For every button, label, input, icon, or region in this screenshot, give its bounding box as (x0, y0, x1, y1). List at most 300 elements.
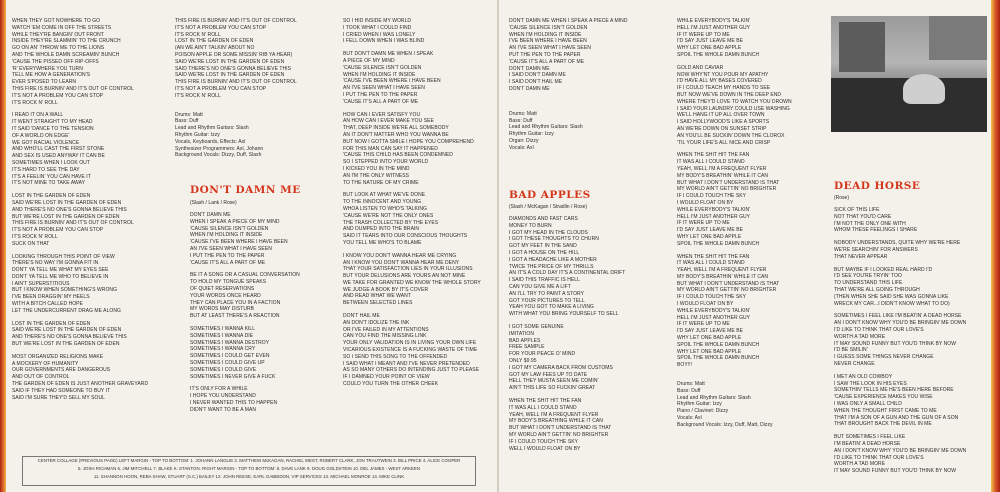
lyrics-dont-damn-me (190, 212, 330, 414)
lyric-line: SAID WE'RE LOST IN THE GARDEN OF EDEN (12, 327, 122, 334)
lyric-line: WRECK MY CAR...I DIDN'T KNOW WHAT TO DO) (834, 300, 950, 307)
lyric-line: THE TRASH COLLECTED BY THE EYES (343, 219, 439, 226)
lyric-line: I'D SAY JUST LEAVE ME BE (677, 328, 743, 335)
lyric-line: IF I COULD TEACH MY HANDS TO SEE (677, 85, 771, 92)
lyrics-column-1 (12, 18, 162, 401)
lyric-line: I'D SEE YOU'RE TRYIN' TOO (834, 273, 902, 280)
lyric-line: HELL I'M JUST ANOTHER GUY (677, 213, 751, 220)
lyric-line: I PUT THE PEN TO THE PAPER (343, 91, 418, 98)
lyric-line: Vocals, Keyboards, Effects: Axl (175, 138, 246, 145)
lyric-line: Bass: Duff (175, 118, 199, 125)
lyric-line: BOY!!! (677, 362, 693, 369)
lyric-line: IT WENT STRAIGHT TO MY HEAD (12, 119, 93, 126)
lyric-line: MY BODY'S BREATHING WHILE IT CAN (509, 418, 603, 425)
lyric-line: SUCK ON THAT (12, 240, 50, 247)
lyric-line: SO I HID INSIDE MY WORLD (343, 18, 412, 24)
lyric-line: IT'S HARD TO SEE THE DAY (12, 166, 80, 173)
lyric-line: DON'T DAMN ME (509, 65, 550, 72)
lyric-line: AND THERE'S NO ONE'S GONNA BELIEVE THIS (12, 334, 127, 341)
lyric-line: WELL I WOULD FLOAT ON BY (509, 445, 581, 452)
lyric-line: SOMETIMES I NEVER GIVE A FUCK (190, 373, 276, 380)
lyric-line: WATCH 'EM COME IN OFF THE STREETS (12, 24, 112, 31)
lyric-line: VICARIOUS EXISTENCE IS A FUCKING WASTE OF TIME (343, 347, 478, 354)
lyrics-column-2-top (175, 18, 325, 159)
lyric-line: SOMETIMES I WANNA CRY (190, 346, 256, 353)
lyric-line: Organ: Dizzy (509, 137, 539, 144)
lyric-line: SO I STEPPED INTO YOUR WORLD (343, 159, 429, 166)
lyric-line: I GOT MY CAMERA BACK FROM CUSTOMS (509, 364, 613, 371)
song-credit-dead-horse: (Rose) (834, 195, 850, 201)
lyric-line: NOW WHY'NT YOU POUR MY APATHY (677, 71, 769, 78)
lyric-line: OF QUIET RESERVATIONS (190, 285, 255, 292)
lyric-line: WHILE EVERYBODY'S TALKIN' (677, 307, 751, 314)
lyrics-column-right-2 (677, 18, 827, 429)
lyric-line: THAT YOUR SATISFACTION LIES IN YOUR ILLUSIONS (343, 266, 473, 273)
lyric-line: WHEN THE SHIT HIT THE FAN (677, 253, 750, 260)
lyric-line: THAT, DEEP INSIDE WE'RE ALL SOMEBODY (343, 125, 449, 132)
lyric-line: DON'T YA TELL ME WHAT MY EYES SEE (12, 267, 109, 274)
lyric-line: AND THERE'S NO ONE'S GONNA BELIEVE THIS (12, 206, 127, 213)
lyric-line: YEAH, WELL I'M A FREQUENT FLYER (677, 267, 767, 274)
lyric-line: SAID THERE'S NO ONE'S GONNA BELIEVE THIS (175, 65, 291, 72)
lyric-line: AND THE WHOLE DAMN SCREAMIN' BUNCH (12, 51, 120, 58)
lyric-line: TO UNDERSTAND THIS LIFE (834, 280, 903, 287)
lyric-line: IT WAS ALL I COULD STAND (677, 260, 745, 267)
lyric-line: I'VE BEEN WHERE I HAVE BEEN (509, 38, 587, 45)
lyric-line: A MOCKERY OF HUMANITY (12, 360, 79, 367)
lyric-line: IMITATION (509, 330, 534, 337)
lyric-line: SAID I'M SURE THEY'D SELL MY SOUL (12, 394, 105, 401)
lyric-line: Background Vocals: Izzy, Duff, Matt, Dizzy (677, 421, 773, 428)
lyric-line: AN I'VE SEEN WHAT I HAVE SEEN (509, 45, 591, 52)
lyric-line: AND OUT OF CONTROL (12, 374, 70, 381)
lyric-line: WHILE EVERYBODY'S TALKIN' (677, 18, 751, 24)
lyric-line: I GOT A HOUSE ON THE HILL (509, 249, 580, 256)
lyric-line: I FELL DOWN WHEN I WAS BLIND (343, 38, 425, 45)
lyric-line: AN I DON'T KNOW WHY YOU'D BE BRINGIN' ME DOWN (834, 447, 967, 454)
lyric-line: WHOM THESE FEELINGS I SHARE (834, 227, 918, 234)
lyric-line: WHEN THE SHIT HIT THE FAN (677, 152, 750, 159)
lyric-line: I KNOW YOU DON'T WANNA HEAR ME CRYING (343, 252, 457, 259)
lyric-line: THAT NEVER APPEAR (834, 253, 888, 260)
lyric-line: BUT WE'RE LOST IN THE GARDEN OF EDEN (12, 341, 120, 348)
lyric-line: THIS FIRE IS BURNIN' AND IT'S OUT OF CONTROL (175, 79, 297, 86)
lyric-line: NOT THAT YOU'D CARE (834, 213, 892, 220)
lyric-line: I CRIED WHEN I WAS LONELY (343, 31, 416, 38)
lyric-line: WHY LET ONE BAD APPLE (677, 348, 742, 355)
lyric-line: AN I'VE SEEN WHAT I HAVE SEEN (190, 245, 272, 252)
lyric-line: OUR GOVERNMENTS ARE DANGEROUS (12, 367, 111, 374)
lyric-line: TO THE NATURE OF MY CRIME (343, 179, 419, 186)
lyric-line: I NEVER WANTED THIS TO HAPPEN (190, 399, 278, 406)
lyric-line: OF A WORLD ON EDGE' (12, 132, 70, 139)
lyric-line: SPOIL THE WHOLE DAMN BUNCH (677, 355, 760, 362)
lyric-line: IT'S NOT A PROBLEM YOU CAN STOP (175, 85, 267, 92)
lyric-line: WITH A BITCH CALLED HOPE (12, 301, 83, 308)
lyric-line: YOUR WORDS ONCE HEARD (190, 292, 261, 299)
lyric-line: COULD YOU TURN THE OTHER CHEEK (343, 381, 439, 388)
lyric-line: I TOOK WHAT I COULD FIND (343, 24, 412, 31)
lyric-line: AN I'M THE ONLY WITNESS (343, 172, 410, 179)
lyric-line: SAID IF THEY HAD SOMEONE TO BUY IT (12, 387, 111, 394)
lyric-line: BUT NOW WE'VE DOWN IN THE DEEP END (677, 91, 782, 98)
lyric-line: THAT BROUGHT BACK THE DEVIL IN ME (834, 421, 932, 428)
photo-credits-line: 11. SHANNON HOON, REBA SHAW, STUART (S.C.) BAILEY 12. JOHN REESE, EARL GABBIDON, VIP SERVICES 13. MICHAEL MONROE 14. MIKE CLINK (93, 474, 405, 479)
lyric-line: SOMETIMES I FEEL LIKE I'M BEATIN' A DEAD HORSE (834, 313, 962, 320)
lyric-line: 'CAUSE SILENCE ISN'T GOLDEN (509, 24, 588, 31)
lyric-line: SOMETIMES I COULD GET EVEN (190, 353, 270, 360)
lyric-line: WHEN I'M HOLDING IT INSIDE (343, 71, 416, 78)
lyric-line: NOBODY UNDERSTANDS, QUITE WHY WE'RE HERE (834, 240, 961, 247)
lyric-line: SAID WE'RE LOST IN THE GARDEN OF EDEN (175, 58, 285, 65)
lyric-line: I SAID DON'T DAMN ME (509, 72, 566, 79)
lyric-line: I GOT SOME GENUINE (509, 323, 564, 330)
lyric-line: AN I'VE SEEN WHAT I HAVE SEEN (343, 85, 425, 92)
lyrics-column-3 (343, 18, 493, 388)
lyric-line: BUT WHAT I DON'T UNDERSTAND IS THAT (677, 280, 780, 287)
lyric-line: YOU TELL ME WHO'S TO BLAME (343, 239, 422, 246)
lyric-line: WE'LL HANG IT UP ALL OVER TOWN (677, 112, 765, 119)
lyric-line: LOST IN THE GARDEN OF EDEN (12, 193, 91, 200)
lyric-line: WITH WHAT YOU BRING YOURSELF TO SELL (509, 311, 619, 318)
lyric-line: 'CAUSE I'VE BEEN WHERE I HAVE BEEN (343, 78, 441, 85)
lyric-line: SPOIL THE WHOLE DAMN BUNCH (677, 51, 760, 58)
lyric-line: BAD APPLES (509, 337, 541, 344)
lyric-line: BUT AT LEAST THERE'S A REACTION (190, 313, 280, 320)
lyric-line: Drums: Matt (509, 110, 537, 117)
lyric-line: I SAW THE LOOK IN HIS EYES (834, 380, 907, 387)
lyric-line: WE GOT RACIAL VIOLENCE (12, 139, 80, 146)
lyric-line: 'CAUSE SILENCE ISN'T GOLDEN (343, 64, 422, 71)
lyric-line: Rhythm Guitar: Izzy (677, 401, 722, 408)
lyric-line: Lead and Rhythm Guitars: Slash (175, 125, 249, 132)
lyric-line: IF IT WERE UP TO ME (677, 31, 730, 38)
lyric-line: EVER S'POSED TO LEARN (12, 79, 77, 86)
lyric-line: I'VE BEEN DRAGGIN' MY HEELS (12, 294, 90, 301)
song-title-bad-apples: BAD APPLES (509, 189, 591, 201)
lyric-line: SOMETIMES I COULD GIVE UP (190, 359, 265, 366)
lyric-line: 'CAUSE IT'S ALL A PART OF ME (190, 259, 266, 266)
lyric-line: MY WORLD AIN'T GETTIN' NO BRIGHTER (677, 186, 777, 193)
lyric-line: WE'RE SEARCHIN' FOR ANSWERS (834, 246, 918, 253)
lyric-line: GOT YOUR PICTURES TO TELL (509, 297, 585, 304)
lyric-line: I WOULD FLOAT ON BY (677, 301, 734, 308)
photo-credits-line: CENTER COLLAGE (PREVIOUS PAGE) LEFT MARGIN - TOP TO BOTTOM: 1. JOHANN LANGLIE 2. MATTHEW McKAGAN, RACHEL WEST, ROBERT CLARK, JON TRAUTWEIN 3. BILL PRICE 4. ALICE COOPER (37, 458, 461, 463)
lyric-line: GOT MY LAW FEES UP TO DATE (509, 371, 588, 378)
lyric-line: ONLY $9.95 (509, 357, 537, 364)
lyric-line: WHOA LISTEN TO WHO'S TALKING (343, 205, 427, 212)
lyric-line: BUT DON'T DAMN ME WHEN I SPEAK (343, 51, 434, 58)
lyric-line: AN IT DON'T MATTER WHO YOU WANNA BE (343, 131, 449, 138)
lyric-line: 'CAUSE WE'RE NOT THE ONLY ONES (343, 212, 434, 219)
lyric-line: THIS FIRE IS BURNIN' AND IT'S OUT OF CONTROL (12, 220, 134, 227)
lyric-line: I HOPE YOU UNDERSTAND (190, 393, 256, 400)
lyric-line: IT'S NOT A PROBLEM YOU CAN STOP (12, 92, 104, 99)
lyric-line: I GOT A HEADACHE LIKE A MOTHER (509, 256, 597, 263)
lyric-line: (AN WE AIN'T TALKIN' ABOUT NO (175, 45, 255, 52)
lyric-line: I GOT MY HEAD IN THE CLOUDS (509, 229, 588, 236)
lyric-line: DON'T DAMN ME WHEN I SPEAK A PIECE A MIND (509, 18, 628, 24)
lyric-line: NEVER CHANGE (834, 360, 875, 367)
lyric-line: LOST IN THE GARDEN OF EDEN (12, 320, 91, 327)
lyric-line: INSIDE THEY'RE SLAMMIN' TO THE CRUNCH (12, 38, 121, 45)
lyric-line: Vocals: Axl (677, 415, 702, 422)
photo-building (839, 22, 885, 72)
lyric-line: 'CAUSE SILENCE ISN'T GOLDEN (190, 225, 269, 232)
lyric-line: BUT WHAT I DON'T UNDERSTAND IS THAT (509, 425, 612, 432)
lyric-line: WHY LET ONE BAD APPLE (677, 45, 742, 52)
lyric-line: PUT THE PEN TO THE PAPER (509, 51, 581, 58)
lyric-line: AN IT'S A COLD DAY IT'S A CONTINENTAL DRIFT (509, 270, 626, 277)
lyric-line: YEAH YOU GOT TO MAKE A LIVING (509, 304, 594, 311)
lyrics-dead-horse (834, 207, 984, 475)
lyric-line: BUT YOUR DELUSIONS ARE YOURS AN NOT MINE (343, 273, 466, 280)
lyric-line: 'CAUSE EXPERIENCE MAKES YOU WISE (834, 394, 933, 401)
lyric-line: TO HOLD MY TONGUE SPEAKS (190, 279, 267, 286)
lyric-line: THIS FIRE IS BURNIN' AND IT'S OUT OF CONTROL (12, 85, 134, 92)
lyric-line: 'CAUSE IT'S ALL A PART OF ME (509, 58, 585, 65)
lyric-line: SICK OF THIS LIFE (834, 207, 880, 213)
lyric-line: DON'T DAMN ME (509, 85, 550, 92)
lyric-line: FREE SAMPLE (509, 344, 545, 351)
lyric-line: Background Vocals: Dizzy, Duff, Slash (175, 152, 262, 159)
lyric-line: AIN'T THIS LIFE SO FUCKIN' GREAT (509, 385, 596, 392)
lyric-line: I'M BEATIN' A DEAD HORSE (834, 440, 901, 447)
lyric-line: GO ON AN' THROW ME TO THE LIONS (12, 45, 105, 52)
lyric-line: I'D BE SMILIN' (834, 347, 868, 354)
lyric-line: BETWEEN SELECTED LINES (343, 300, 413, 307)
lyric-line: I SAID WHAT I MEANT AND I'VE NEVER PRETENDED (343, 360, 470, 367)
lyric-line: WHY LET ONE BAD APPLE (677, 233, 742, 240)
lyric-line: 'CAUSE I'VE BEEN WHERE I HAVE BEEN (190, 239, 288, 246)
lyric-line: AN WE'RE DOWN ON SUNSET STRIP (677, 125, 767, 132)
lyric-line: Bass: Duff (509, 117, 533, 124)
lyric-line: IT'S ROCK N' ROLL (12, 233, 58, 240)
lyric-line: YOUR ONLY VALIDATION IS IN LIVING YOUR OWN LIFE (343, 340, 477, 347)
left-page (0, 0, 497, 492)
lyric-line: FOR YOUR PEACE O' MIND (509, 351, 576, 358)
lyric-line: LOST IN THE GARDEN OF EDEN (175, 38, 254, 45)
lyric-line: IT'S A FEELIN' YOU CAN HAVE IT (12, 173, 91, 180)
lyric-line: DIAMONDS AND FAST CARS (509, 216, 578, 222)
lyric-line: WE TAKE FOR GRANTED WE KNOW THE WHOLE STORY (343, 279, 481, 286)
lyric-line: AN DON'T IDOLIZE THE INK (343, 319, 410, 326)
lyric-line: IF IT WERE UP TO ME (677, 321, 730, 328)
lyric-line: BUT WE'RE LOST IN THE GARDEN OF EDEN (12, 213, 120, 220)
photo-credits-box (22, 456, 476, 486)
left-page-edge (0, 0, 6, 492)
lyric-line: MY WORDS MAY DISTURB (190, 306, 255, 313)
lyric-line: AND WHO'LL CAST THE FIRST STONE (12, 146, 105, 153)
lyric-line: IT'S NOT MINE TO TAKE AWAY (12, 180, 86, 187)
lyric-line: I'D HAVE ALL MY BASES COVERED (677, 78, 762, 85)
lyric-line: I'D LIKE TO THINK THAT OUR LOVE'S (834, 454, 924, 461)
lyric-line: Rhythm Guitar: Izzy (175, 131, 220, 138)
lyric-line: Drums: Matt (677, 381, 705, 388)
lyric-line: I KICKED YOU IN THE MIND (343, 165, 410, 172)
lyric-line: YEAH, WELL I'M A FREQUENT FLYER (677, 165, 767, 172)
lyric-line: AND READ WHAT WE WANT (343, 293, 411, 300)
lyric-line: OR I'VE FAILED IN MY ATTENTIONS (343, 326, 429, 333)
lyric-line: POISON APPLE OR SOME MISSIN' RIB YA HEAR) (175, 51, 293, 58)
lyric-line: WHEN I SPEAK A PIECE OF MY MIND (190, 218, 280, 225)
lyric-line: WHERE THEY'D LOVE TO WATCH YOU DROWN (677, 98, 792, 105)
lyric-line: I SAID DON'T HAIL ME (509, 79, 563, 86)
lyric-line: DON'T YA TELL ME WHO TO BELIEVE IN (12, 273, 109, 280)
song-credit-bad-apples: (Slash / McKagan / Stradlin / Rose) (509, 204, 588, 210)
lyric-line: BUT NOW I GOTTA SMILE I HOPE YOU COMPREHEND (343, 138, 474, 145)
lyric-line: IT'S NOT A PROBLEM YOU CAN STOP (175, 24, 267, 31)
lyric-line: I GOT THESE THOUGHTS TO CHURN (509, 236, 599, 243)
lyric-line: I SAID YOUR LAUNDRY COULD USE WASHING (677, 105, 790, 112)
lyric-line: AND DUMPED INTO THE BRAIN (343, 226, 420, 233)
photo-figure (903, 74, 945, 104)
lyric-line: IF I DAMNED YOUR POINT OF VIEW (343, 374, 430, 381)
lyric-line: I GUESS SOME THINGS NEVER CHANGE (834, 354, 934, 361)
lyric-line: THERE'S NO WAY I'M GONNA FIT IN (12, 260, 99, 267)
lyric-line: WHEN THEY GOT NOWHERE TO GO (12, 18, 101, 24)
lyric-line: Bass: Duff (677, 387, 701, 394)
lyric-line: THAT I'M A SON OF A GUN AND THE GUN OF A SON (834, 414, 959, 421)
lyric-line: DIDN'T WANT TO BE A MAN (190, 406, 257, 413)
lyric-line: I AIN'T SUPERSTITIOUS (12, 280, 70, 287)
lyric-line: SOMETIMES I WANNA KILL (190, 325, 256, 332)
lyrics-bad-apples (509, 216, 674, 452)
lyric-line: MOST ORGANIZED RELIGIONS MAKE (12, 353, 104, 360)
lyric-line: IT WAS ALL I COULD STAND (677, 159, 745, 166)
lyric-line: I SAID THIS TRAFFIC IS HELL (509, 277, 580, 284)
lyric-line: WHEN THE THOUGHT FIRST CAME TO ME (834, 407, 937, 414)
lyric-line: THE GARDEN OF EDEN IS JUST ANOTHER GRAVEYARD (12, 381, 149, 388)
lyric-line: Lead and Rhythm Guitars: Slash (677, 394, 751, 401)
lyric-line: IT WAS ALL I COULD STAND (509, 404, 577, 411)
lyric-line: TO THE INNOCENT AND YOUNG (343, 199, 422, 206)
lyric-line: Rhythm Guitar: Izzy (509, 131, 554, 138)
lyric-line: SPOIL THE WHOLE DAMN BUNCH (677, 341, 760, 348)
lyric-line: LET THE UNDERCURRENT DRAG ME ALONG (12, 307, 121, 314)
lyric-line: I MET AN OLD COWBOY (834, 373, 893, 380)
lyric-line: 'R' EVERYWHERE YOU TURN (12, 65, 83, 72)
lyric-line: IT'S ROCK N' ROLL (12, 99, 58, 106)
lyric-line: THAT WE'RE ALL GOING THROUGH (834, 286, 920, 293)
lyric-line: I'D SAY JUST LEAVE ME BE (677, 38, 743, 45)
lyric-line: AND SEX IS USED ANYWAY IT CAN BE (12, 153, 105, 160)
lyric-line: WORTH A TAD MORE (834, 461, 886, 468)
lyric-line: DON'T HAIL ME (343, 313, 380, 320)
lyric-line: (THEN WHEN SHE SAID SHE WAS GONNA LIKE (834, 293, 949, 300)
lyric-line: I'D LIKE TO THINK THAT OUR LOVE'S (834, 326, 924, 333)
lyric-line: SOMETIMES I COULD GIVE (190, 366, 257, 373)
lyric-line: HELL I'M JUST ANOTHER GUY (677, 314, 751, 321)
lyric-line: WHY LET ONE BAD APPLE (677, 335, 742, 342)
lyric-line: 'CAUSE THE PISSED OFF RIP-OFFS (12, 58, 99, 65)
lyric-line: SOMETIMES I WANNA DIE (190, 332, 254, 339)
lyric-line: CAN YOU FIND THE MISSING LINK (343, 333, 427, 340)
lyric-line: Synthesizer Programmers: Axl, Johann (175, 145, 264, 152)
lyric-line: SAID WE'RE LOST IN THE GARDEN OF EDEN (12, 199, 122, 206)
lyric-line: A PIECE OF MY MIND (343, 57, 395, 64)
lyric-line: GOLD AND CAVIAR (677, 64, 724, 71)
lyric-line: SOMETIMES I WANNA DESTROY (190, 339, 270, 346)
lyric-line: WHEN I'M HOLDING IT INSIDE (509, 31, 582, 38)
lyric-line: 'TIL YOUR LIFE'S ALL NICE AND CRISP (677, 139, 771, 146)
lyric-line: SAID IT TEARS INTO OUR CONSCIOUS THOUGHTS (343, 233, 468, 240)
lyric-line: BUT SOMETIMES I FEEL LIKE (834, 434, 906, 441)
street-photo (831, 16, 987, 132)
lyric-line: SO I SEND THIS SONG TO THE OFFENDED (343, 353, 448, 360)
lyric-line: I'M NOT THE ONLY ONE WITH (834, 220, 906, 227)
lyrics-column-right-1-top (509, 18, 674, 152)
song-credit-dont-damn-me: (Slash / Lank / Rose) (190, 200, 237, 206)
lyric-line: MY WORLD AIN'T GETTIN' NO BRIGHTER (677, 287, 777, 294)
song-title-dead-horse: DEAD HORSE (834, 180, 921, 192)
lyric-line: 'CAUSE IT'S ALL A PART OF ME (343, 98, 419, 105)
lyric-line: IF I COULD TOUCH THE SKY (677, 294, 746, 301)
lyric-line: IT'S NOT A PROBLEM YOU CAN STOP (12, 227, 104, 234)
lyric-line: Vocals: Axl (509, 144, 534, 151)
lyric-line: I READ IT ON A WALL (12, 112, 64, 119)
lyric-line: MONEY TO BURN (509, 222, 552, 229)
lyric-line: AN YOU'LL BE SUCKIN' DOWN THE CLOROX (677, 132, 785, 139)
lyric-line: MY BODY'S BREATHIN' WHILE IT CAN (677, 172, 769, 179)
lyric-line: SOMETIMES WHEN I LOOK OUT (12, 159, 90, 166)
lyric-line: SOMETHIN' TELLS ME HE'S BEEN HERE BEFORE (834, 387, 954, 394)
lyric-line: IT MAY SOUND FUNNY BUT YOU'D THINK BY NOW (834, 340, 957, 347)
lyric-line: BUT MAYBE IF I LOOKED REAL HARD I'D (834, 266, 933, 273)
lyric-line: MY BODY'S BREATHIN' WHILE IT CAN (677, 273, 769, 280)
lyric-line: FOR THIS MAN CAN SAY IT HAPPENED (343, 145, 438, 152)
lyric-line: SPOIL THE WHOLE DAMN BUNCH (677, 240, 760, 247)
lyric-line: AN I'LL TRY TO PAINT A STORY (509, 290, 584, 297)
lyric-line: AN HOW CAN I EVER MAKE YOU SEE (343, 118, 434, 125)
lyric-line: BUT I KNOW WHEN SOMETHING'S WRONG (12, 287, 118, 294)
lyric-line: IT MAY SOUND FUNNY BUT YOU'D THINK BY NOW (834, 468, 957, 475)
lyric-line: I'D SAY JUST LEAVE ME BE (677, 227, 743, 234)
lyric-line: IF I COULD TOUCH THE SKY (677, 193, 746, 200)
lyric-line: 'CAUSE THIS CHILD HAS BEEN CONDEMNED (343, 152, 453, 159)
lyric-line: WE JUDGE A BOOK BY IT'S COVER (343, 286, 429, 293)
lyric-line: THEY CAN PLACE YOU IN A FACTION (190, 299, 281, 306)
lyric-line: BUT LOOK AT WHAT WE'VE DONE (343, 192, 426, 199)
lyric-line: HELL I'M JUST ANOTHER GUY (677, 24, 751, 31)
lyric-line: IF IT WERE UP TO ME (677, 220, 730, 227)
lyric-line: DON'T DAMN ME (190, 212, 231, 218)
lyric-line: AN I DON'T KNOW WHY YOU'D BE BRINGIN' ME DOWN (834, 320, 967, 327)
lyric-line: I PUT THE PEN TO THE PAPER (190, 252, 265, 259)
lyric-line: TELL ME HOW A GENERATION'S (12, 72, 91, 79)
lyric-line: Piano / Clavinet: Dizzy (677, 408, 729, 415)
lyric-line: Lead and Rhythm Guitars: Slash (509, 124, 583, 131)
lyric-line: IT'S ROCK N' ROLL (175, 31, 221, 38)
lyric-line: WHILE THEY'RE BANGIN' OUT FRONT (12, 31, 104, 38)
lyric-line: IT'S ONLY FOR A WHILE (190, 386, 248, 393)
lyric-line: I SAID HOLLYWOOD'S LIKE A SPORTS (677, 119, 770, 126)
lyric-line: IF I COULD TOUCH THE SKY (509, 438, 578, 445)
lyric-line: I WOULD FLOAT ON BY (677, 199, 734, 206)
lyric-line: TWICE THE PRICE OF MY THRILLS (509, 263, 594, 270)
lyric-line: WORTH A TAD MORE (834, 333, 886, 340)
lyric-line: SAID WE'RE LOST IN THE GARDEN OF EDEN (175, 72, 285, 79)
lyric-line: GOT MY FEET IN THE SAND (509, 243, 577, 250)
lyric-line: THIS FIRE IS BURNIN' AND IT'S OUT OF CONTROL (175, 18, 297, 24)
lyric-line: WHEN THE SHIT HIT THE FAN (509, 397, 582, 404)
lyric-line: MY WORLD AIN'T GETTIN' NO BRIGHTER (509, 431, 609, 438)
lyric-line: IT SAID 'DANCE TO THE TENSION (12, 125, 94, 132)
lyric-line: CAN YOU GIVE ME A LIFT (509, 283, 571, 290)
lyric-line: WHILE EVERYBODY'S TALKIN' (677, 206, 751, 213)
lyric-line: WHEN I'M HOLDING IT INSIDE (190, 232, 263, 239)
photo-credits-line: 5. JOSH RICHMAN 6. JIM MITCHELL 7. BLAKE K. STANTON. RIGHT MARGIN - TOP TO BOTTOM: 8. DAVE LANK 9. DOUG GOLDSTEIN 10. DEL JAMES - WEST ARKEEN (77, 466, 421, 471)
